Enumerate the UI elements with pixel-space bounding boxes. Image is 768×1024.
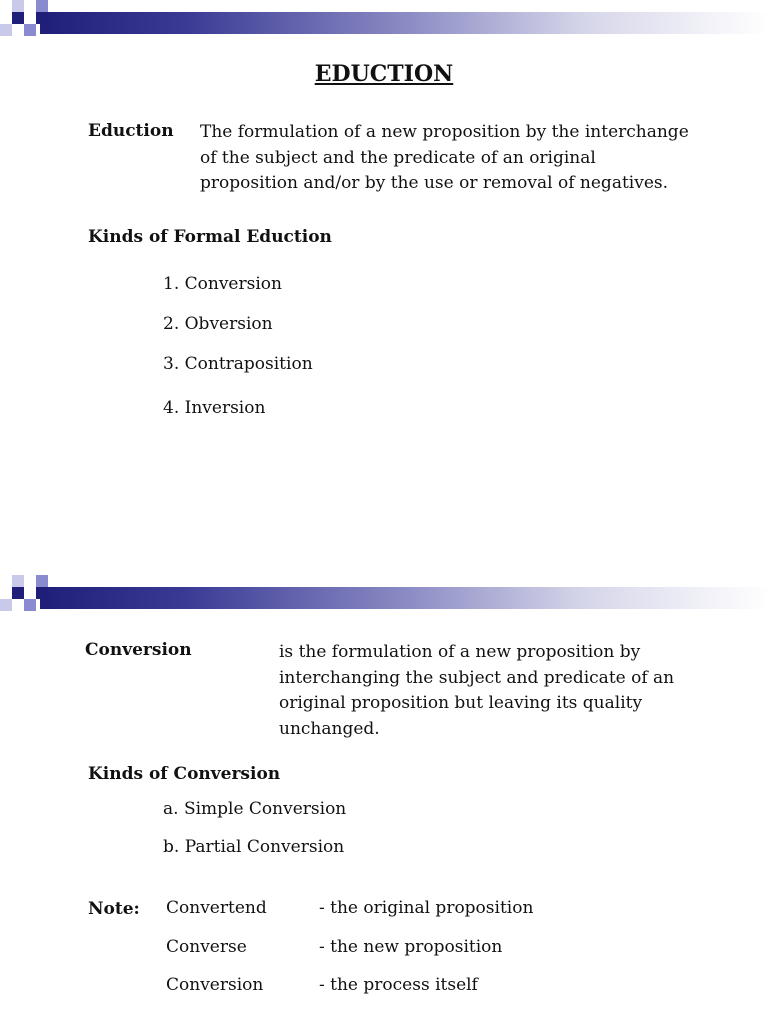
decor-square <box>12 12 24 24</box>
decor-square <box>12 575 24 587</box>
list-item: 4. Inversion <box>163 398 266 418</box>
decor-square <box>24 599 36 611</box>
term-conversion: Conversion <box>85 640 192 660</box>
decor-square <box>36 12 48 24</box>
list-item: b. Partial Conversion <box>163 837 345 857</box>
decor-square <box>36 0 48 12</box>
note-label: Note: <box>88 899 140 919</box>
definition-line: original proposition but leaving its quality <box>279 693 643 713</box>
definition-line: The formulation of a new proposition by the interchange <box>200 122 689 142</box>
term-eduction: Eduction <box>88 121 174 141</box>
note-desc: - the original proposition <box>319 898 534 918</box>
definition-line: is the formulation of a new proposition by <box>279 642 641 662</box>
kinds-heading: Kinds of Formal Eduction <box>88 227 332 247</box>
slide-2 <box>0 575 768 1024</box>
note-term: Converse <box>166 937 247 957</box>
list-item: 2. Obversion <box>163 314 273 334</box>
list-item: 1. Conversion <box>163 274 282 294</box>
definition-line: interchanging the subject and predicate of an <box>279 667 675 688</box>
definition-line: proposition and/or by the use or removal of negatives. <box>200 173 669 193</box>
note-term: Convertend <box>166 898 267 918</box>
decor-square <box>12 587 24 599</box>
definition-line: unchanged. <box>279 718 380 739</box>
list-item: 3. Contraposition <box>163 354 313 374</box>
decor-square <box>24 24 36 36</box>
header-band <box>40 587 768 609</box>
decor-square <box>36 587 48 599</box>
list-item: a. Simple Conversion <box>163 799 347 819</box>
definition-line: of the subject and the predicate of an original <box>200 147 596 168</box>
decor-square <box>12 0 24 12</box>
decor-square <box>0 599 12 611</box>
header-band <box>40 12 768 34</box>
page-title: EDUCTION <box>314 61 454 87</box>
decor-square <box>36 575 48 587</box>
decor-square <box>0 24 12 36</box>
note-term: Conversion <box>166 975 264 995</box>
note-desc: - the process itself <box>319 975 478 995</box>
note-desc: - the new proposition <box>319 937 503 957</box>
kinds-heading: Kinds of Conversion <box>88 764 281 784</box>
definition-eduction <box>200 120 740 197</box>
definition-conversion <box>279 640 699 742</box>
